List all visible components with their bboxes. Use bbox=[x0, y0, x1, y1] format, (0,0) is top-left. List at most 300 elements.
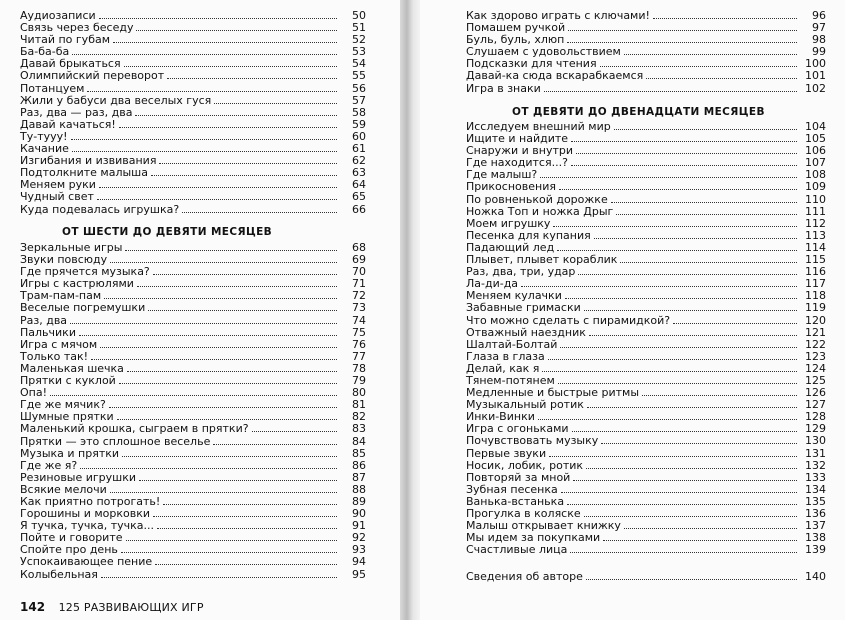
about-author-entry bbox=[466, 571, 826, 583]
toc-entry-title: Опа! bbox=[20, 386, 48, 400]
dot-leader bbox=[560, 339, 797, 348]
section-heading-6-9-months: ОТ ШЕСТИ ДО ДЕВЯТИ МЕСЯЦЕВ bbox=[62, 226, 273, 238]
toc-entry-page: 130 bbox=[805, 434, 826, 448]
toc-entry-page: 111 bbox=[805, 204, 826, 218]
dot-leader bbox=[538, 411, 797, 420]
toc-entry-page: 108 bbox=[805, 168, 826, 182]
toc-entry-page: 70 bbox=[352, 265, 366, 279]
dot-leader bbox=[571, 157, 797, 166]
toc-entry-page: 113 bbox=[805, 228, 826, 242]
dot-leader bbox=[587, 399, 797, 408]
toc-entry-title: Падающий лед bbox=[466, 240, 555, 254]
toc-entry-page: 104 bbox=[805, 120, 826, 133]
toc-entry-page: 140 bbox=[805, 570, 826, 583]
dot-leader bbox=[182, 204, 337, 213]
toc-entry-title: Маленькая шечка bbox=[20, 361, 124, 375]
toc-entry[interactable] bbox=[466, 302, 826, 314]
toc-entry-page: 78 bbox=[352, 361, 366, 375]
dot-leader bbox=[125, 242, 337, 251]
toc-entry-title: Первые звуки bbox=[466, 446, 547, 460]
toc-entry-page: 82 bbox=[352, 410, 366, 424]
toc-entry-page: 134 bbox=[805, 482, 826, 496]
toc-entry-title: Снаружи и внутри bbox=[466, 144, 574, 158]
dot-leader bbox=[214, 95, 337, 104]
dot-leader bbox=[576, 145, 797, 154]
toc-entry[interactable] bbox=[466, 70, 826, 82]
toc-entry-page: 127 bbox=[805, 398, 826, 412]
left-page bbox=[0, 0, 400, 620]
toc-entry-page: 69 bbox=[352, 253, 366, 267]
toc-entry[interactable] bbox=[20, 34, 366, 46]
toc-entry-page: 93 bbox=[352, 543, 366, 557]
toc-entry-title: Я тучка, тучка, тучка... bbox=[20, 519, 155, 533]
dot-leader bbox=[119, 375, 337, 384]
dot-leader bbox=[616, 206, 797, 215]
toc-entry-title: Подсказки для чтения bbox=[466, 57, 597, 71]
toc-entry-page: 55 bbox=[352, 69, 366, 83]
dot-leader bbox=[548, 351, 797, 360]
toc-entry[interactable] bbox=[20, 95, 366, 107]
toc-entry-title: Чудный свет bbox=[20, 190, 94, 204]
toc-entry[interactable] bbox=[20, 327, 366, 339]
toc-entry-title: Ба-ба-ба bbox=[20, 45, 70, 59]
toc-entry[interactable] bbox=[20, 83, 366, 95]
dot-leader bbox=[153, 266, 337, 275]
toc-entry[interactable] bbox=[466, 206, 826, 218]
dot-leader bbox=[104, 290, 337, 299]
toc-entry[interactable] bbox=[20, 70, 366, 82]
dot-leader bbox=[568, 22, 797, 31]
toc-entry-title: Повторяй за мной bbox=[466, 470, 571, 484]
toc-entry-title: Успокаивающее пение bbox=[20, 555, 153, 569]
toc-entry-page: 139 bbox=[805, 543, 826, 557]
toc-entry-title: Прятки — это сплошное веселье bbox=[20, 434, 211, 448]
toc-entry-title: По ровненькой дорожке bbox=[466, 192, 608, 206]
dot-leader bbox=[100, 339, 337, 348]
dot-leader bbox=[167, 70, 337, 79]
toc-entry-page: 68 bbox=[352, 241, 366, 254]
toc-entry-title: Забавные гримаски bbox=[466, 301, 581, 315]
toc-entry-title: Маленький крошка, сыграем в прятки? bbox=[20, 422, 249, 436]
toc-entry-title: Почувствовать музыку bbox=[466, 434, 599, 448]
toc-entry-page: 120 bbox=[805, 313, 826, 327]
toc-entry-title: Читай по губам bbox=[20, 33, 111, 47]
dot-leader bbox=[600, 58, 797, 67]
toc-entry-page: 138 bbox=[805, 531, 826, 545]
dot-leader bbox=[99, 10, 337, 19]
toc-entry[interactable] bbox=[466, 460, 826, 472]
toc-entry-page: 62 bbox=[352, 154, 366, 168]
toc-entry-page: 79 bbox=[352, 374, 366, 388]
toc-entry-title: Где же мячик? bbox=[20, 398, 106, 412]
toc-entry-title: Звуки повсюду bbox=[20, 253, 108, 267]
toc-entry[interactable] bbox=[20, 556, 366, 568]
toc-entry[interactable] bbox=[20, 423, 366, 435]
toc-entry-title: Пальчики bbox=[20, 325, 76, 339]
dot-leader bbox=[586, 460, 797, 469]
toc-entry-title: Колыбельная bbox=[20, 567, 98, 581]
toc-entry-title: Жили у бабуси два веселых гуся bbox=[20, 93, 212, 107]
dot-leader bbox=[71, 131, 337, 140]
toc-entry-title: Зубная песенка bbox=[466, 482, 558, 496]
toc-entry-page: 91 bbox=[352, 519, 366, 533]
toc-entry-page: 137 bbox=[805, 519, 826, 533]
toc-entry-page: 74 bbox=[352, 313, 366, 327]
dot-leader bbox=[148, 302, 337, 311]
toc-entry-title: Слушаем с удовольствием bbox=[466, 45, 621, 59]
toc-entry[interactable] bbox=[20, 569, 366, 581]
dot-leader bbox=[565, 290, 797, 299]
toc-entry[interactable] bbox=[466, 194, 826, 206]
dot-leader bbox=[578, 266, 797, 275]
toc-entry-page: 59 bbox=[352, 117, 366, 131]
dot-leader bbox=[159, 155, 337, 164]
toc-entry-title: Где же я? bbox=[20, 458, 78, 472]
dot-leader bbox=[50, 387, 337, 396]
toc-entry-page: 96 bbox=[812, 9, 826, 22]
dot-leader bbox=[614, 121, 797, 130]
toc-entry-page: 61 bbox=[352, 142, 366, 156]
toc-entry-title: Как здорово играть с ключами! bbox=[466, 9, 650, 22]
dot-leader bbox=[252, 423, 337, 432]
dot-leader bbox=[642, 387, 797, 396]
toc-entry-title: Сведения об авторе bbox=[466, 570, 583, 583]
toc-entry-page: 50 bbox=[352, 9, 366, 22]
dot-leader bbox=[121, 544, 337, 553]
dot-leader bbox=[620, 254, 797, 263]
toc-entry[interactable] bbox=[466, 266, 826, 278]
toc-entry-title: Ту-тууу! bbox=[20, 129, 68, 143]
dot-leader bbox=[80, 460, 337, 469]
dot-leader bbox=[163, 496, 337, 505]
toc-entry-title: Отважный наездник bbox=[466, 325, 586, 339]
toc-entry-title: Раз, два — раз, два bbox=[20, 105, 133, 119]
toc-entry-title: Музыкальный ротик bbox=[466, 398, 584, 412]
toc-entry-page: 81 bbox=[352, 398, 366, 412]
toc-entry[interactable] bbox=[20, 191, 366, 203]
toc-entry[interactable] bbox=[466, 448, 826, 460]
toc-entry-page: 119 bbox=[805, 301, 826, 315]
toc-entry-title: Помашем ручкой bbox=[466, 21, 566, 35]
dot-leader bbox=[646, 70, 797, 79]
toc-entry-page: 72 bbox=[352, 289, 366, 303]
toc-entry-page: 124 bbox=[805, 361, 826, 375]
dot-leader bbox=[521, 278, 797, 287]
toc-entry-page: 90 bbox=[352, 507, 366, 521]
toc-entry-title: Всякие мелочи bbox=[20, 482, 107, 496]
toc-entry-page: 51 bbox=[352, 21, 366, 35]
dot-leader bbox=[558, 375, 797, 384]
dot-leader bbox=[153, 508, 337, 517]
toc-entry-page: 117 bbox=[805, 277, 826, 291]
toc-entry-page: 102 bbox=[805, 81, 826, 95]
toc-entry-page: 133 bbox=[805, 470, 826, 484]
dot-leader bbox=[584, 508, 797, 517]
toc-entry[interactable] bbox=[20, 204, 366, 216]
dot-leader bbox=[99, 179, 337, 188]
toc-entry-title: Спойте про день bbox=[20, 543, 118, 557]
toc-entry-title: Плывет, плывет кораблик bbox=[466, 253, 618, 267]
toc-entry-page: 65 bbox=[352, 190, 366, 204]
dot-leader bbox=[136, 22, 337, 31]
toc-entry-page: 97 bbox=[812, 21, 826, 35]
toc-entry-page: 132 bbox=[805, 458, 826, 472]
toc-entry-page: 100 bbox=[805, 57, 826, 71]
toc-entry-title: Песенка для купания bbox=[466, 228, 591, 242]
toc-entry-page: 109 bbox=[805, 180, 826, 194]
toc-entry-title: Раз, два bbox=[20, 313, 68, 327]
toc-entry-page: 121 bbox=[805, 325, 826, 339]
dot-leader bbox=[653, 10, 797, 19]
dot-leader bbox=[611, 194, 797, 203]
dot-leader bbox=[72, 143, 337, 152]
toc-entry-title: Зеркальные игры bbox=[20, 241, 123, 254]
toc-entry-page: 116 bbox=[805, 265, 826, 279]
toc-entry-title: Носик, лобик, ротик bbox=[466, 458, 584, 472]
toc-entry-title: Качание bbox=[20, 142, 69, 156]
dot-leader bbox=[79, 327, 337, 336]
toc-entry-page: 129 bbox=[805, 422, 826, 436]
toc-entry-title: Ла-ди-да bbox=[466, 277, 519, 291]
toc-entry-title: Игра в знаки bbox=[466, 81, 541, 95]
dot-leader bbox=[586, 571, 797, 580]
toc-entry[interactable] bbox=[466, 339, 826, 351]
toc-entry-page: 57 bbox=[352, 93, 366, 107]
dot-leader bbox=[91, 351, 337, 360]
toc-entry-page: 107 bbox=[805, 156, 826, 170]
dot-leader bbox=[109, 399, 337, 408]
toc-entry[interactable] bbox=[466, 327, 826, 339]
toc-entry-page: 89 bbox=[352, 494, 366, 508]
toc-entry[interactable] bbox=[20, 119, 366, 131]
dot-leader bbox=[584, 302, 797, 311]
toc-entry-title: Глаза в глаза bbox=[466, 349, 545, 363]
toc-entry-title: Как приятно потрогать! bbox=[20, 494, 161, 508]
toc-entry[interactable] bbox=[20, 375, 366, 387]
toc-entry[interactable] bbox=[20, 436, 366, 448]
toc-entry-page: 98 bbox=[812, 33, 826, 47]
toc-entry-title: Игры с кастрюлями bbox=[20, 277, 134, 291]
toc-list-6-9-months bbox=[20, 242, 366, 581]
toc-entry-title: Шумные прятки bbox=[20, 410, 114, 424]
toc-entry-page: 128 bbox=[805, 410, 826, 424]
section-heading-9-12-months: ОТ ДЕВЯТИ ДО ДВЕНАДЦАТИ МЕСЯЦЕВ bbox=[512, 106, 765, 118]
dot-leader bbox=[72, 46, 337, 55]
toc-entry-page: 95 bbox=[352, 567, 366, 581]
dot-leader bbox=[135, 107, 337, 116]
dot-leader bbox=[124, 58, 337, 67]
toc-entry-title: Подтолкните малыша bbox=[20, 166, 148, 180]
dot-leader bbox=[624, 520, 797, 529]
book-gutter bbox=[400, 0, 420, 620]
toc-entry-title: Где прячется музыка? bbox=[20, 265, 150, 279]
toc-entry-page: 85 bbox=[352, 446, 366, 460]
toc-entry-page: 52 bbox=[352, 33, 366, 47]
dot-leader bbox=[540, 169, 797, 178]
toc-entry-page: 76 bbox=[352, 337, 366, 351]
toc-entry-page: 87 bbox=[352, 470, 366, 484]
dot-leader bbox=[119, 119, 337, 128]
toc-entry-page: 73 bbox=[352, 301, 366, 315]
toc-entry-title: Изгибания и извивания bbox=[20, 154, 157, 168]
toc-entry-title: Где малыш? bbox=[466, 168, 538, 182]
toc-entry-page: 115 bbox=[805, 253, 826, 267]
dot-leader bbox=[557, 242, 797, 251]
toc-entry-title: Ножка Топ и ножка Дрыг bbox=[466, 204, 614, 218]
toc-entry-page: 135 bbox=[805, 494, 826, 508]
toc-entry-page: 60 bbox=[352, 129, 366, 143]
toc-entry-page: 80 bbox=[352, 386, 366, 400]
toc-entry-page: 122 bbox=[805, 337, 826, 351]
toc-entry-title: Прогулка в коляске bbox=[466, 507, 581, 520]
toc-entry[interactable] bbox=[466, 571, 826, 583]
toc-entry[interactable] bbox=[466, 435, 826, 447]
dot-leader bbox=[101, 569, 337, 578]
dot-leader bbox=[594, 230, 797, 239]
toc-entry-page: 123 bbox=[805, 349, 826, 363]
dot-leader bbox=[624, 46, 797, 55]
toc-entry-page: 66 bbox=[352, 202, 366, 216]
toc-entry-page: 114 bbox=[805, 240, 826, 254]
toc-entry[interactable] bbox=[20, 302, 366, 314]
toc-entry-title: Прятки с куклой bbox=[20, 374, 116, 388]
dot-leader bbox=[137, 278, 337, 287]
toc-entry-title: Музыка и прятки bbox=[20, 446, 120, 460]
toc-entry-page: 56 bbox=[352, 81, 366, 95]
toc-list-top-left bbox=[20, 10, 366, 216]
dot-leader bbox=[567, 34, 797, 43]
toc-entry[interactable] bbox=[20, 460, 366, 472]
page-number: 142 bbox=[20, 600, 46, 614]
toc-entry-title: Давай качаться! bbox=[20, 117, 116, 131]
toc-entry-title: Меняем кулачки bbox=[466, 289, 562, 303]
toc-entry-page: 54 bbox=[352, 57, 366, 71]
toc-entry-page: 64 bbox=[352, 178, 366, 192]
dot-leader bbox=[213, 436, 337, 445]
toc-entry-page: 71 bbox=[352, 277, 366, 291]
toc-entry-page: 101 bbox=[805, 69, 826, 83]
toc-entry-page: 112 bbox=[805, 216, 826, 230]
toc-entry-title: Ищите и найдите bbox=[466, 132, 569, 146]
toc-entry[interactable] bbox=[466, 83, 826, 95]
dot-leader bbox=[573, 472, 797, 481]
dot-leader bbox=[127, 363, 337, 372]
toc-entry-page: 77 bbox=[352, 349, 366, 363]
toc-entry-title: Моем игрушку bbox=[466, 216, 551, 230]
toc-entry-title: Веселые погремушки bbox=[20, 301, 146, 315]
toc-entry-page: 110 bbox=[805, 192, 826, 206]
toc-entry-title: Потанцуем bbox=[20, 81, 85, 95]
toc-entry-title: Куда подевалась игрушка? bbox=[20, 202, 180, 216]
toc-entry-page: 84 bbox=[352, 434, 366, 448]
toc-entry-page: 92 bbox=[352, 531, 366, 545]
dot-leader bbox=[110, 484, 337, 493]
dot-leader bbox=[70, 315, 337, 324]
dot-leader bbox=[97, 191, 337, 200]
toc-entry[interactable] bbox=[466, 472, 826, 484]
toc-entry-title: Исследуем внешний мир bbox=[466, 120, 611, 133]
dot-leader bbox=[603, 532, 797, 541]
toc-entry-title: Что можно сделать с пирамидкой? bbox=[466, 313, 671, 327]
dot-leader bbox=[542, 363, 797, 372]
toc-entry-title: Трам-пам-пам bbox=[20, 289, 102, 303]
toc-entry-title: Ванька-встанька bbox=[466, 494, 565, 508]
toc-entry-page: 126 bbox=[805, 386, 826, 400]
dot-leader bbox=[87, 83, 337, 92]
toc-entry-page: 94 bbox=[352, 555, 366, 569]
toc-entry[interactable] bbox=[20, 448, 366, 460]
toc-entry-page: 106 bbox=[805, 144, 826, 158]
dot-leader bbox=[570, 544, 797, 553]
toc-entry-title: Олимпийский переворот bbox=[20, 69, 165, 83]
toc-entry-page: 118 bbox=[805, 289, 826, 303]
toc-entry-title: Мы идем за покупками bbox=[466, 531, 601, 545]
toc-entry[interactable] bbox=[466, 181, 826, 193]
dot-leader bbox=[571, 133, 797, 142]
dot-leader bbox=[561, 484, 797, 493]
toc-entry-page: 88 bbox=[352, 482, 366, 496]
toc-entry-title: Раз, два, три, удар bbox=[466, 265, 576, 279]
dot-leader bbox=[601, 435, 797, 444]
toc-entry-page: 83 bbox=[352, 422, 366, 436]
running-title: 125 РАЗВИВАЮЩИХ ИГР bbox=[58, 601, 204, 614]
toc-entry-page: 53 bbox=[352, 45, 366, 59]
toc-entry-title: Делай, как я bbox=[466, 361, 540, 375]
dot-leader bbox=[559, 181, 797, 190]
toc-entry-title: Медленные и быстрые ритмы bbox=[466, 386, 640, 400]
toc-entry[interactable] bbox=[466, 315, 826, 327]
dot-leader bbox=[572, 423, 797, 432]
toc-entry-title: Давай брыкаться bbox=[20, 57, 121, 71]
toc-entry-title: Инки-Винки bbox=[466, 410, 535, 424]
toc-entry[interactable] bbox=[20, 315, 366, 327]
right-page bbox=[420, 0, 845, 620]
dot-leader bbox=[549, 448, 797, 457]
toc-entry-title: Игра с мячом bbox=[20, 337, 98, 351]
toc-entry-title: Пойте и говорите bbox=[20, 531, 123, 545]
toc-entry-page: 58 bbox=[352, 105, 366, 119]
dot-leader bbox=[567, 496, 797, 505]
toc-entry[interactable] bbox=[466, 544, 826, 556]
dot-leader bbox=[155, 556, 337, 565]
toc-entry-page: 136 bbox=[805, 507, 826, 520]
toc-entry-title: Резиновые игрушки bbox=[20, 470, 137, 484]
toc-entry-title: Тянем-потянем bbox=[466, 373, 555, 387]
toc-list-9-12-months bbox=[466, 121, 826, 556]
toc-entry-title: Связь через беседу bbox=[20, 21, 134, 35]
dot-leader bbox=[122, 448, 337, 457]
toc-entry[interactable] bbox=[20, 131, 366, 143]
toc-entry-page: 75 bbox=[352, 325, 366, 339]
dot-leader bbox=[126, 532, 338, 541]
toc-entry-page: 131 bbox=[805, 446, 826, 460]
toc-entry-title: Аудиозаписи bbox=[20, 9, 96, 22]
toc-entry-title: Игра с огоньками bbox=[466, 422, 569, 436]
dot-leader bbox=[544, 83, 797, 92]
page-footer bbox=[20, 600, 204, 614]
toc-entry-title: Счастливые лица bbox=[466, 543, 568, 557]
toc-entry-title: Прикосновения bbox=[466, 180, 556, 194]
dot-leader bbox=[110, 254, 337, 263]
dot-leader bbox=[157, 520, 337, 529]
toc-entry-page: 63 bbox=[352, 166, 366, 180]
dot-leader bbox=[117, 411, 337, 420]
dot-leader bbox=[113, 34, 337, 43]
toc-entry-title: Где находится...? bbox=[466, 156, 568, 170]
dot-leader bbox=[673, 315, 797, 324]
toc-entry-page: 99 bbox=[812, 45, 826, 59]
dot-leader bbox=[553, 218, 797, 227]
